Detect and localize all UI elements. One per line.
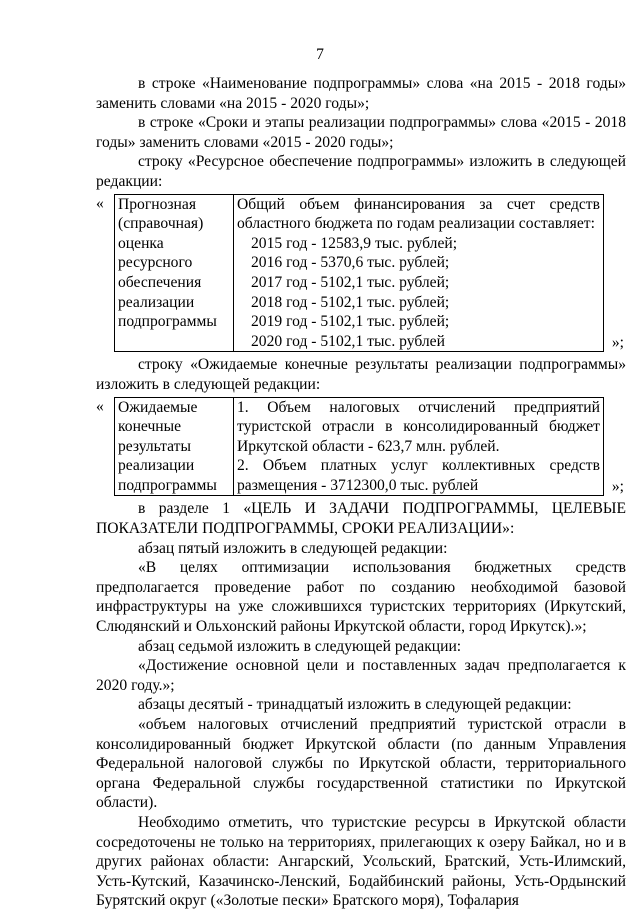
funding-year: 2015 год - 12583,9 тыс. рублей; (251, 234, 458, 252)
results-table-label: Ожидаемые конечные результаты реализации подпрограммы (115, 397, 234, 496)
open-quote: « (96, 397, 104, 415)
document-body (96, 74, 626, 911)
open-quote: « (96, 194, 104, 212)
funding-year: 2020 год - 5102,1 тыс. рублей (251, 332, 445, 350)
close-quote: »; (611, 477, 624, 495)
resource-table-value (234, 194, 604, 352)
paragraph: в строке «Наименование подпрограммы» слова «на 2015 - 2018 годы» заменить словами «на 2015 - 2020 годы»; (96, 75, 626, 112)
funding-year: 2018 год - 5102,1 тыс. рублей; (251, 293, 450, 311)
paragraph: строку «Ожидаемые конечные результаты реализации подпрограммы» изложить в следующей редакции: (96, 356, 626, 393)
result-item: 1. Объем налоговых отчислений предприятий туристской отрасли в консолидированный бюджет Иркутской области - 623,7 млн. рублей. (237, 398, 600, 455)
funding-year: 2017 год - 5102,1 тыс. рублей; (251, 273, 450, 291)
paragraph: строку «Ресурсное обеспечение подпрограммы» изложить в следующей редакции: (96, 153, 626, 190)
paragraph: абзац седьмой изложить в следующей редакции: (138, 637, 462, 655)
paragraph: «В целях оптимизации использования бюджетных средств предполагается проведение работ по созданию необходимой базовой инфраструктуры на уже сложившихся туристских территориях (Иркутский, Слюдянский и Ольхонский районы Иркутской области, город Иркутск).»; (96, 559, 626, 636)
paragraph: «объем налоговых отчислений предприятий туристской отрасли в консолидированный бюджет Иркутской области (по данным Управления Федеральной налоговой службы по Иркутской области, территориального органа Федеральной службы государственной статистики по Иркутской области). (96, 716, 626, 812)
paragraph: Необходимо отметить, что туристские ресурсы в Иркутской области сосредоточены не только на территориях, прилегающих к озеру Байкал, но и в других районах области: Ангарский, Усольский, Братский, Усть-Илимский, Усть-Кутский, Казачинско-Ленский, Бодайбинский районы, Усть-Ордынский Бурятский округ («Золотые пески» Братского моря), Тофалария (96, 813, 626, 910)
page-number: 7 (316, 46, 324, 63)
close-quote: »; (611, 333, 624, 351)
results-table (114, 397, 604, 497)
results-table-value (234, 397, 604, 496)
resource-table-label: Прогнозная (справочная) оценка ресурсного обеспечения реализации подпрограммы (115, 194, 234, 352)
result-item: 2. Объем платных услуг коллективных средств размещения - 3712300,0 тыс. рублей (237, 457, 600, 494)
paragraph: «Достижение основной цели и поставленных задач предполагается к 2020 году.»; (96, 657, 626, 694)
resource-table (114, 194, 604, 353)
paragraph: абзац пятый изложить в следующей редакции: (138, 539, 448, 557)
paragraph: в строке «Сроки и этапы реализации подпрограммы» слова «2015 - 2018 годы» заменить словами «2015 - 2020 годы»; (96, 114, 626, 151)
paragraph: в разделе 1 «ЦЕЛЬ И ЗАДАЧИ ПОДПРОГРАММЫ, ЦЕЛЕВЫЕ ПОКАЗАТЕЛИ ПОДПРОГРАММЫ, СРОКИ РЕАЛИЗАЦИИ»: (96, 500, 626, 538)
resource-table-block (96, 194, 626, 353)
paragraph: абзацы десятый - тринадцатый изложить в следующей редакции: (138, 696, 572, 714)
results-table-block (96, 397, 626, 497)
funding-year: 2019 год - 5102,1 тыс. рублей; (251, 313, 450, 331)
funding-intro: Общий объем финансирования за счет средств областного бюджета по годам реализации составляет: (237, 195, 600, 233)
funding-year: 2016 год - 5370,6 тыс. рублей; (251, 254, 450, 272)
